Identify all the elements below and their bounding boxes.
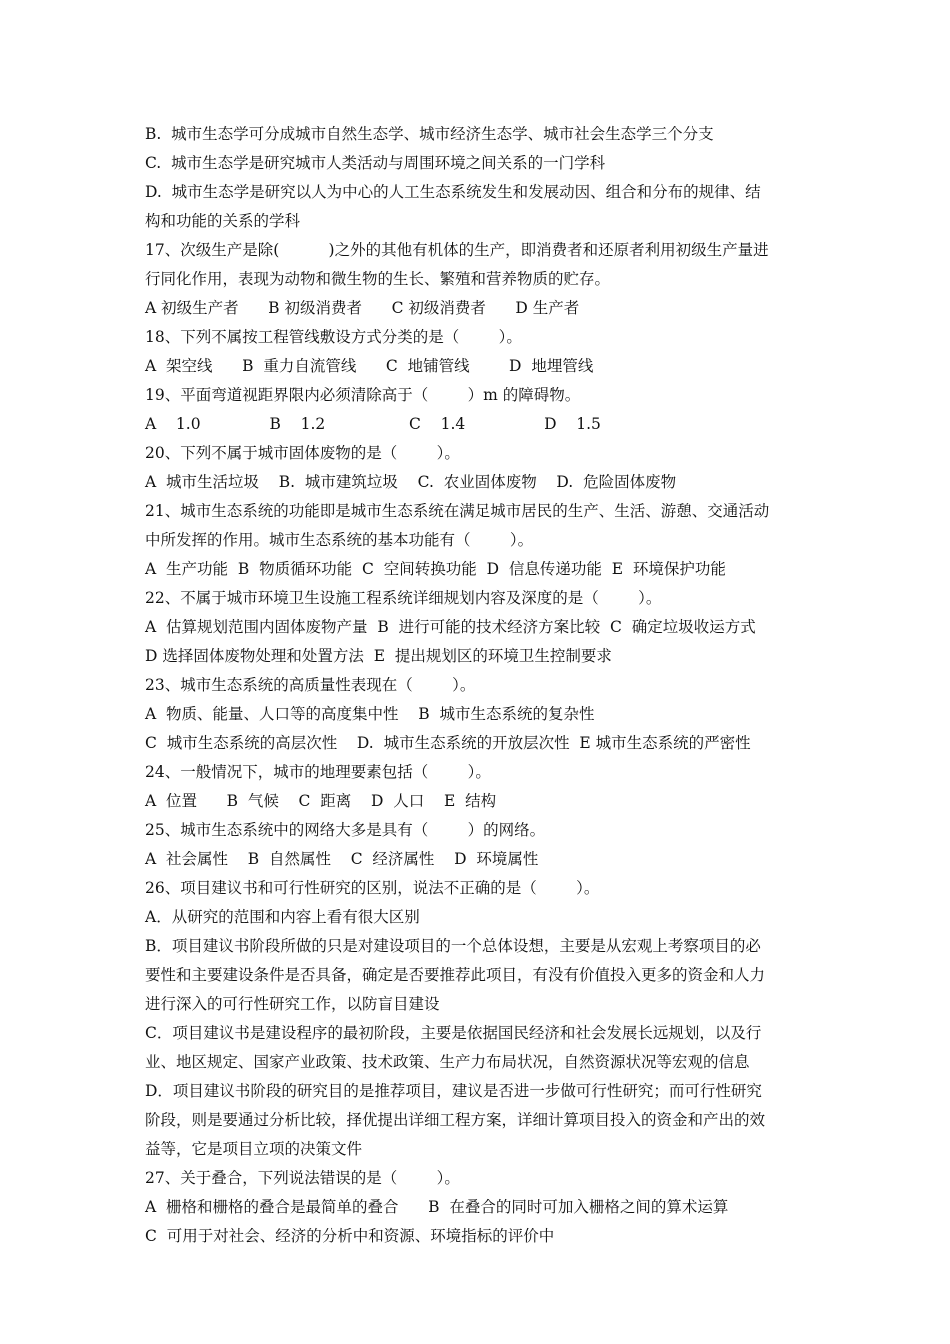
options-24: A 位置 B 气候 C 距离 D 人口 E 结构	[145, 792, 497, 810]
options-17: A 初级生产者 B 初级消费者 C 初级消费者 D 生产者	[145, 299, 580, 317]
text-line: D. 城市生态学是研究以人为中心的人工生态系统发生和发展动因、组合和分布的规律、结	[145, 183, 761, 201]
text-line: 业、地区规定、国家产业政策、技术政策、生产力布局状况，自然资源状况等宏观的信息	[145, 1053, 750, 1071]
options-21: A 生产功能 B 物质循环功能 C 空间转换功能 D 信息传递功能 E 环境保护功能	[145, 560, 726, 578]
text-line: 中所发挥的作用。城市生态系统的基本功能有（ ）。	[145, 531, 534, 549]
text-line: B. 城市生态学可分成城市自然生态学、城市经济生态学、城市社会生态学三个分支	[145, 125, 714, 143]
option-26-d: D．项目建议书阶段的研究目的是推荐项目，建议是否进一步做可行性研究；而可行性研究	[145, 1082, 762, 1100]
option-26-b: B．项目建议书阶段所做的只是对建设项目的一个总体设想，主要是从宏观上考察项目的必	[145, 937, 761, 955]
text-line: 要性和主要建设条件是否具备，确定是否要推荐此项目，有没有价值投入更多的资金和人力	[145, 966, 766, 984]
options-23: A 物质、能量、人口等的高度集中性 B 城市生态系统的复杂性	[145, 705, 595, 723]
question-20: 20、下列不属于城市固体废物的是（ ）。	[145, 444, 460, 462]
options-23-cont: C 城市生态系统的高层次性 D. 城市生态系统的开放层次性 E 城市生态系统的严密性	[145, 734, 751, 752]
options-27: A 栅格和栅格的叠合是最简单的叠合 B 在叠合的同时可加入栅格之间的算术运算	[145, 1198, 729, 1216]
option-26-c: C．项目建议书是建设程序的最初阶段，主要是依据国民经济和社会发展长远规划，以及行	[145, 1024, 762, 1042]
question-17: 17、次级生产是除( )之外的其他有机体的生产，即消费者和还原者利用初级生产量进	[145, 241, 769, 259]
options-18: A 架空线 B 重力自流管线 C 地铺管线 D 地埋管线	[145, 357, 594, 375]
question-27: 27、关于叠合，下列说法错误的是（ ）。	[145, 1169, 460, 1187]
text-line: 行同化作用，表现为动物和微生物的生长、繁殖和营养物质的贮存。	[145, 270, 611, 288]
options-20: A 城市生活垃圾 B. 城市建筑垃圾 C. 农业固体废物 D. 危险固体废物	[145, 473, 677, 491]
options-25: A 社会属性 B 自然属性 C 经济属性 D 环境属性	[145, 850, 539, 868]
document-page	[145, 120, 810, 1251]
text-line: C. 城市生态学是研究城市人类活动与周围环境之间关系的一门学科	[145, 154, 606, 172]
text-line: 构和功能的关系的学科	[145, 212, 301, 230]
options-22: A 估算规划范围内固体废物产量 B 进行可能的技术经济方案比较 C 确定垃圾收运方式	[145, 618, 756, 636]
question-26: 26、项目建议书和可行性研究的区别，说法不正确的是（ ）。	[145, 879, 600, 897]
question-21: 21、城市生态系统的功能即是城市生态系统在满足城市居民的生产、生活、游憩、交通活动	[145, 502, 770, 520]
question-22: 22、不属于城市环境卫生设施工程系统详细规划内容及深度的是（ ）。	[145, 589, 662, 607]
question-18: 18、下列不属按工程管线敷设方式分类的是（ ）。	[145, 328, 522, 346]
question-24: 24、一般情况下，城市的地理要素包括（ ）。	[145, 763, 491, 781]
options-19: A 1.0 B 1.2 C 1.4 D 1.5	[145, 415, 601, 433]
text-line: 益等，它是项目立项的决策文件	[145, 1140, 363, 1158]
options-22-cont: D 选择固体废物处理和处置方法 E 提出规划区的环境卫生控制要求	[145, 647, 612, 665]
text-line: 阶段，则是要通过分析比较，择优提出详细工程方案，详细计算项目投入的资金和产出的效	[145, 1111, 766, 1129]
question-19: 19、平面弯道视距界限内必须清除高于（ ）m 的障碍物。	[145, 386, 581, 404]
question-25: 25、城市生态系统中的网络大多是具有（ ）的网络。	[145, 821, 546, 839]
question-23: 23、城市生态系统的高质量性表现在（ ）。	[145, 676, 476, 694]
text-line: 进行深入的可行性研究工作，以防盲目建设	[145, 995, 440, 1013]
options-27-cont: C 可用于对社会、经济的分析中和资源、环境指标的评价中	[145, 1227, 555, 1245]
option-26-a: A．从研究的范围和内容上看有很大区别	[145, 908, 420, 926]
